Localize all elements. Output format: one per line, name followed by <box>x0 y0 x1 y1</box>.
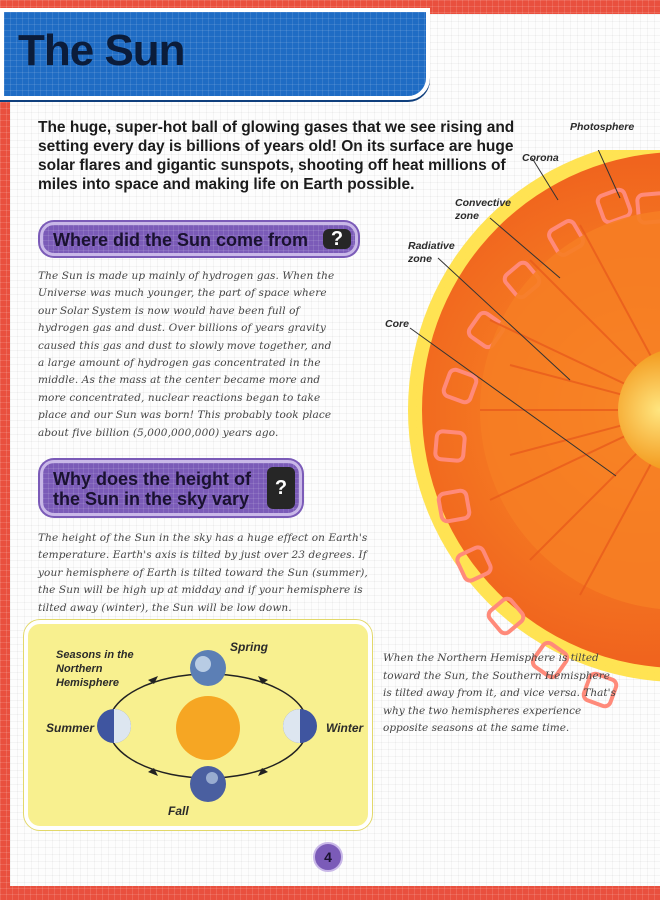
label-corona: Corona <box>522 152 559 164</box>
title-banner <box>0 8 430 100</box>
page-title: The Sun <box>18 26 185 75</box>
label-winter: Winter <box>326 721 364 735</box>
label-core: Core <box>385 318 409 330</box>
height-paragraph: The height of the Sun in the sky has a huge effect on Earth's temperature. Earth's axis is tilted by just over 23 degrees. If your hemisphere of Earth is tilted toward the Sun (summer), the Sun will be high up at midday and if your hemisphere is tilted away (winter), the Sun will be low down. <box>38 532 368 614</box>
sun-center <box>176 696 240 760</box>
intro-text: The huge, super-hot ball of glowing gases that we see rising and setting every day is billions of years old! On its surface are huge solar flares and gigantic sunspots, shooting off heat millions of miles into space and making life on Earth possible. <box>38 119 515 193</box>
origin-paragraph: The Sun is made up mainly of hydrogen gas. When the Universe was much younger, the part of space where our Solar System is now would have been full of hydrogen gas and dust. Over billions of years gravity caused this gas and dust to slowly move together, and a large amount of hydrogen gas concentrated in the middle. As the mass at the center became more and more concentrated, nuclear reactions began to take place and our Sun was born! This probably took place about five billion (5,000,000,000) years ago. <box>38 270 335 439</box>
earth-summer <box>97 709 131 743</box>
label-convective-zone: Convective zone <box>455 197 512 222</box>
seasons-diagram <box>24 620 372 830</box>
question-mark-badge: ? <box>267 467 295 509</box>
label-photosphere: Photosphere <box>570 121 635 133</box>
page-number: 4 <box>313 842 343 872</box>
label-summer: Summer <box>46 721 95 735</box>
label-spring: Spring <box>230 640 268 654</box>
question-height: Why does the height of the Sun in the sky vary <box>53 469 251 509</box>
hemisphere-paragraph: When the Northern Hemisphere is tilted toward the Sun, the Southern Hemisphere is tilted away from it, and vice versa. That's why the two hemispheres experience opposite seasons at the same time. <box>383 652 616 735</box>
earth-spring <box>190 650 226 686</box>
question-banner-origin <box>40 222 358 256</box>
label-fall: Fall <box>168 804 189 818</box>
earth-winter <box>283 709 317 743</box>
label-radiative-zone: Radiative zone <box>408 240 455 265</box>
question-origin: Where did the Sun come from <box>53 230 309 250</box>
question-banner-height <box>40 460 302 516</box>
seasons-title: Seasons in the Northern Hemisphere <box>56 649 134 689</box>
earth-fall <box>190 766 226 802</box>
question-mark-badge: ? <box>323 229 351 249</box>
